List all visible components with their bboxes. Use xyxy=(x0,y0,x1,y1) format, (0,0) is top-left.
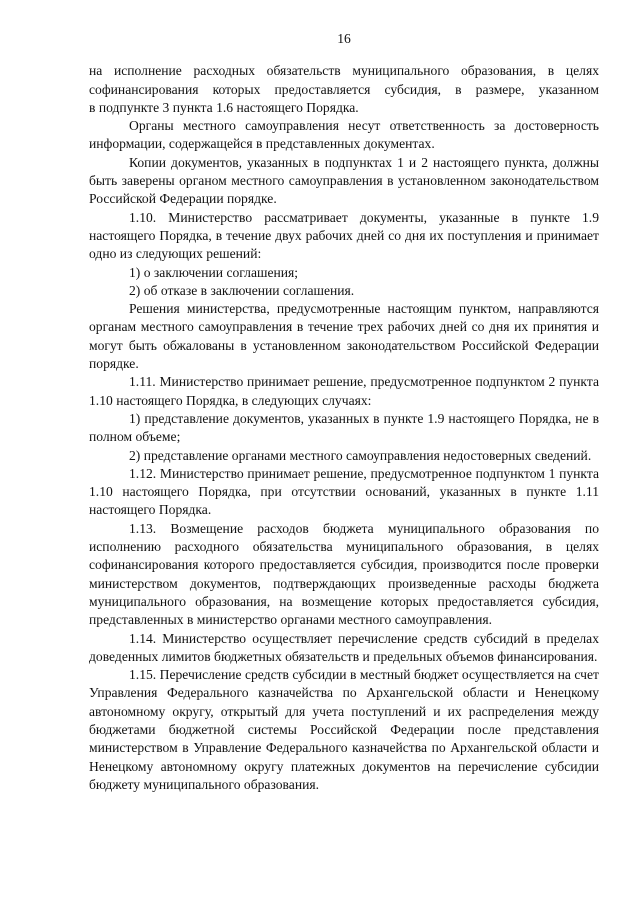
paragraph-2: в подпункте 3 пункта 1.6 настоящего Порядка. xyxy=(89,99,359,115)
paragraph-7: 2) об отказе в заключении соглашения. xyxy=(129,282,355,298)
paragraph-6: 1) о заключении соглашения; xyxy=(129,264,299,280)
paragraph-10: 1) представление документов, указанных в пункте 1.9 настоящего Порядка, не в полном объеме; xyxy=(89,410,599,445)
paragraph-1: на исполнение расходных обязательств муниципального образования, в целях софинансирования которых предоставляется субсидия, в размере, указанном xyxy=(89,63,599,97)
paragraph-15: 1.15. Перечисление средств субсидии в местный бюджет осуществляется на счет Управления Федерального казначейства по Архангельской области и Ненецкому автономному округу, открытый для учета поступлений и их распределения между бюджетами бюджетной системы Российской Федерации после представления министерством в Управление Федерального казначейства по Архангельской области и Ненецкому автономному округу платежных документов на перечисление субсидии бюджету муниципального образования. xyxy=(89,667,599,792)
paragraph-5: 1.10. Министерство рассматривает документы, указанные в пункте 1.9 настоящего Порядка, в течение двух рабочих дней со дня их поступления и принимает одно из следующих решений: xyxy=(89,209,599,262)
page-number: 16 xyxy=(337,31,351,46)
paragraph-13: 1.13. Возмещение расходов бюджета муниципального образования по исполнению расходного обязательства муниципального образования, в целях софинансирования которого предоставляется субсидия, производится после проверки министерством документов, подтверждающих произведенные расходы бюджета муниципального образования, на возмещение которых предоставляется субсидия, представленных в министерство органами местного самоуправления. xyxy=(89,520,599,628)
paragraph-4: Копии документов, указанных в подпунктах 1 и 2 настоящего пункта, должны быть заверены органом местного самоуправления в установленном законодательством Российской Федерации порядке. xyxy=(89,154,599,207)
paragraph-14: 1.14. Министерство осуществляет перечисление средств субсидий в пределах доведенных лимитов бюджетных обязательств и предельных объемов финансирования. xyxy=(89,630,599,664)
paragraph-12: 1.12. Министерство принимает решение, предусмотренное подпунктом 1 пункта 1.10 настоящего Порядка, при отсутствии оснований, указанных в пункте 1.11 настоящего Порядка. xyxy=(89,465,599,518)
paragraph-8: Решения министерства, предусмотренные настоящим пунктом, направляются органам местного самоуправления в течение трех рабочих дней со дня их принятия и могут быть обжалованы в установленном законодательством Российской Федерации порядке. xyxy=(89,301,599,372)
paragraph-9: 1.11. Министерство принимает решение, предусмотренное подпунктом 2 пункта 1.10 настоящего Порядка, в следующих случаях: xyxy=(89,374,599,408)
document-page xyxy=(89,30,599,794)
paragraph-3: Органы местного самоуправления несут ответственность за достоверность информации, содержащейся в представленных документах. xyxy=(89,118,599,152)
paragraph-11: 2) представление органами местного самоуправления недостоверных сведений. xyxy=(129,447,592,463)
